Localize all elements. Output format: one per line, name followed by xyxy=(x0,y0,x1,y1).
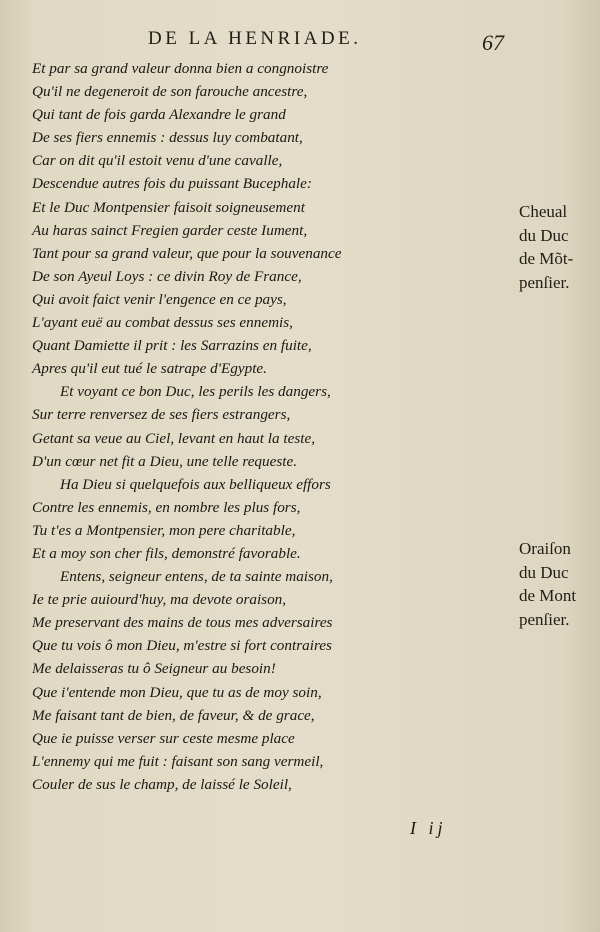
verse-line: Descendue autres fois du puissant Bucephale: xyxy=(32,175,312,193)
verse-line: Getant sa veue au Ciel, levant en haut la teste, xyxy=(32,429,316,447)
verse-line: De son Ayeul Loys : ce divin Roy de France, xyxy=(32,267,302,285)
margin-note-line: du Duc xyxy=(519,225,569,245)
verse-line: Qui tant de fois garda Alexandre le grand xyxy=(32,106,286,124)
running-head: DE LA HENRIADE. xyxy=(148,28,362,49)
verse-line: Ie te prie auiourd'huy, ma devote oraison, xyxy=(32,591,287,609)
margin-note-line: de Mõt- xyxy=(519,249,574,268)
verse-line: Couler de sus le champ, de laissé le Soleil, xyxy=(32,775,292,793)
margin-note-line: Oraiſon xyxy=(519,539,571,558)
verse-line: L'ennemy qui me fuit : faisant son sang vermeil, xyxy=(32,752,324,770)
verse-line: Ha Dieu si quelquefois aux belliqueux effors xyxy=(60,475,331,493)
verse-line: Et le Duc Montpensier faisoit soigneusement xyxy=(32,198,305,216)
margin-note-cheval xyxy=(519,200,573,294)
margin-note-line: penſier. xyxy=(519,272,570,292)
verse-line: Contre les ennemis, en nombre les plus fors, xyxy=(32,498,301,516)
verse-line: Que tu vois ô mon Dieu, m'estre si fort contraires xyxy=(32,637,332,655)
verse-line: Apres qu'il eut tué le satrape d'Egypte. xyxy=(32,360,267,378)
margin-note-oraison xyxy=(519,537,576,631)
verse-line: Au haras sainct Fregien garder ceste Iument, xyxy=(32,221,308,239)
margin-note-line: Cheual xyxy=(519,202,568,221)
verse-line: L'ayant euë au combat dessus ses ennemis, xyxy=(32,314,293,332)
verse-line: Tant pour sa grand valeur, que pour la souvenance xyxy=(32,244,342,262)
verse-line: Me faisant tant de bien, de faveur, & de grace, xyxy=(32,706,315,724)
margin-note-line: de Mont xyxy=(519,586,577,605)
verse-line: Qui avoit faict venir l'engence en ce pays, xyxy=(32,290,287,308)
signature-mark: I ij xyxy=(410,818,447,838)
verse-line: Entens, seigneur entens, de ta sainte maison, xyxy=(60,568,333,586)
page-number: 67 xyxy=(482,30,504,55)
verse-line: Que i'entende mon Dieu, que tu as de moy soin, xyxy=(32,683,322,701)
verse-line: De ses fiers ennemis : dessus luy combatant, xyxy=(32,129,303,147)
verse-line: Sur terre renversez de ses fiers estrangers, xyxy=(32,406,291,424)
verse-line: Qu'il ne degeneroit de son farouche ancestre, xyxy=(32,83,308,101)
verse-line: Et voyant ce bon Duc, les perils les dangers, xyxy=(60,383,331,401)
margin-note-line: penſier. xyxy=(519,609,570,629)
margin-note-line: du Duc xyxy=(519,562,569,582)
verse-line: Me delaisseras tu ô Seigneur au besoin! xyxy=(32,660,276,678)
verse-line: Quant Damiette il prit : les Sarrazins en fuite, xyxy=(32,337,312,355)
verse-line: Que ie puisse verser sur ceste mesme place xyxy=(32,729,295,747)
verse-line: Me preservant des mains de tous mes adversaires xyxy=(32,614,333,632)
verse-line: Et par sa grand valeur donna bien a congnoistre xyxy=(32,60,329,77)
verse-line: D'un cœur net fit a Dieu, une telle requeste. xyxy=(32,452,298,470)
verse-line: Car on dit qu'il estoit venu d'une cavalle, xyxy=(32,152,283,170)
verse-line: Tu t'es a Montpensier, mon pere charitable, xyxy=(32,521,296,539)
verse-line: Et a moy son cher fils, demonstré favorable. xyxy=(32,544,301,562)
verse-text-block xyxy=(32,57,452,796)
